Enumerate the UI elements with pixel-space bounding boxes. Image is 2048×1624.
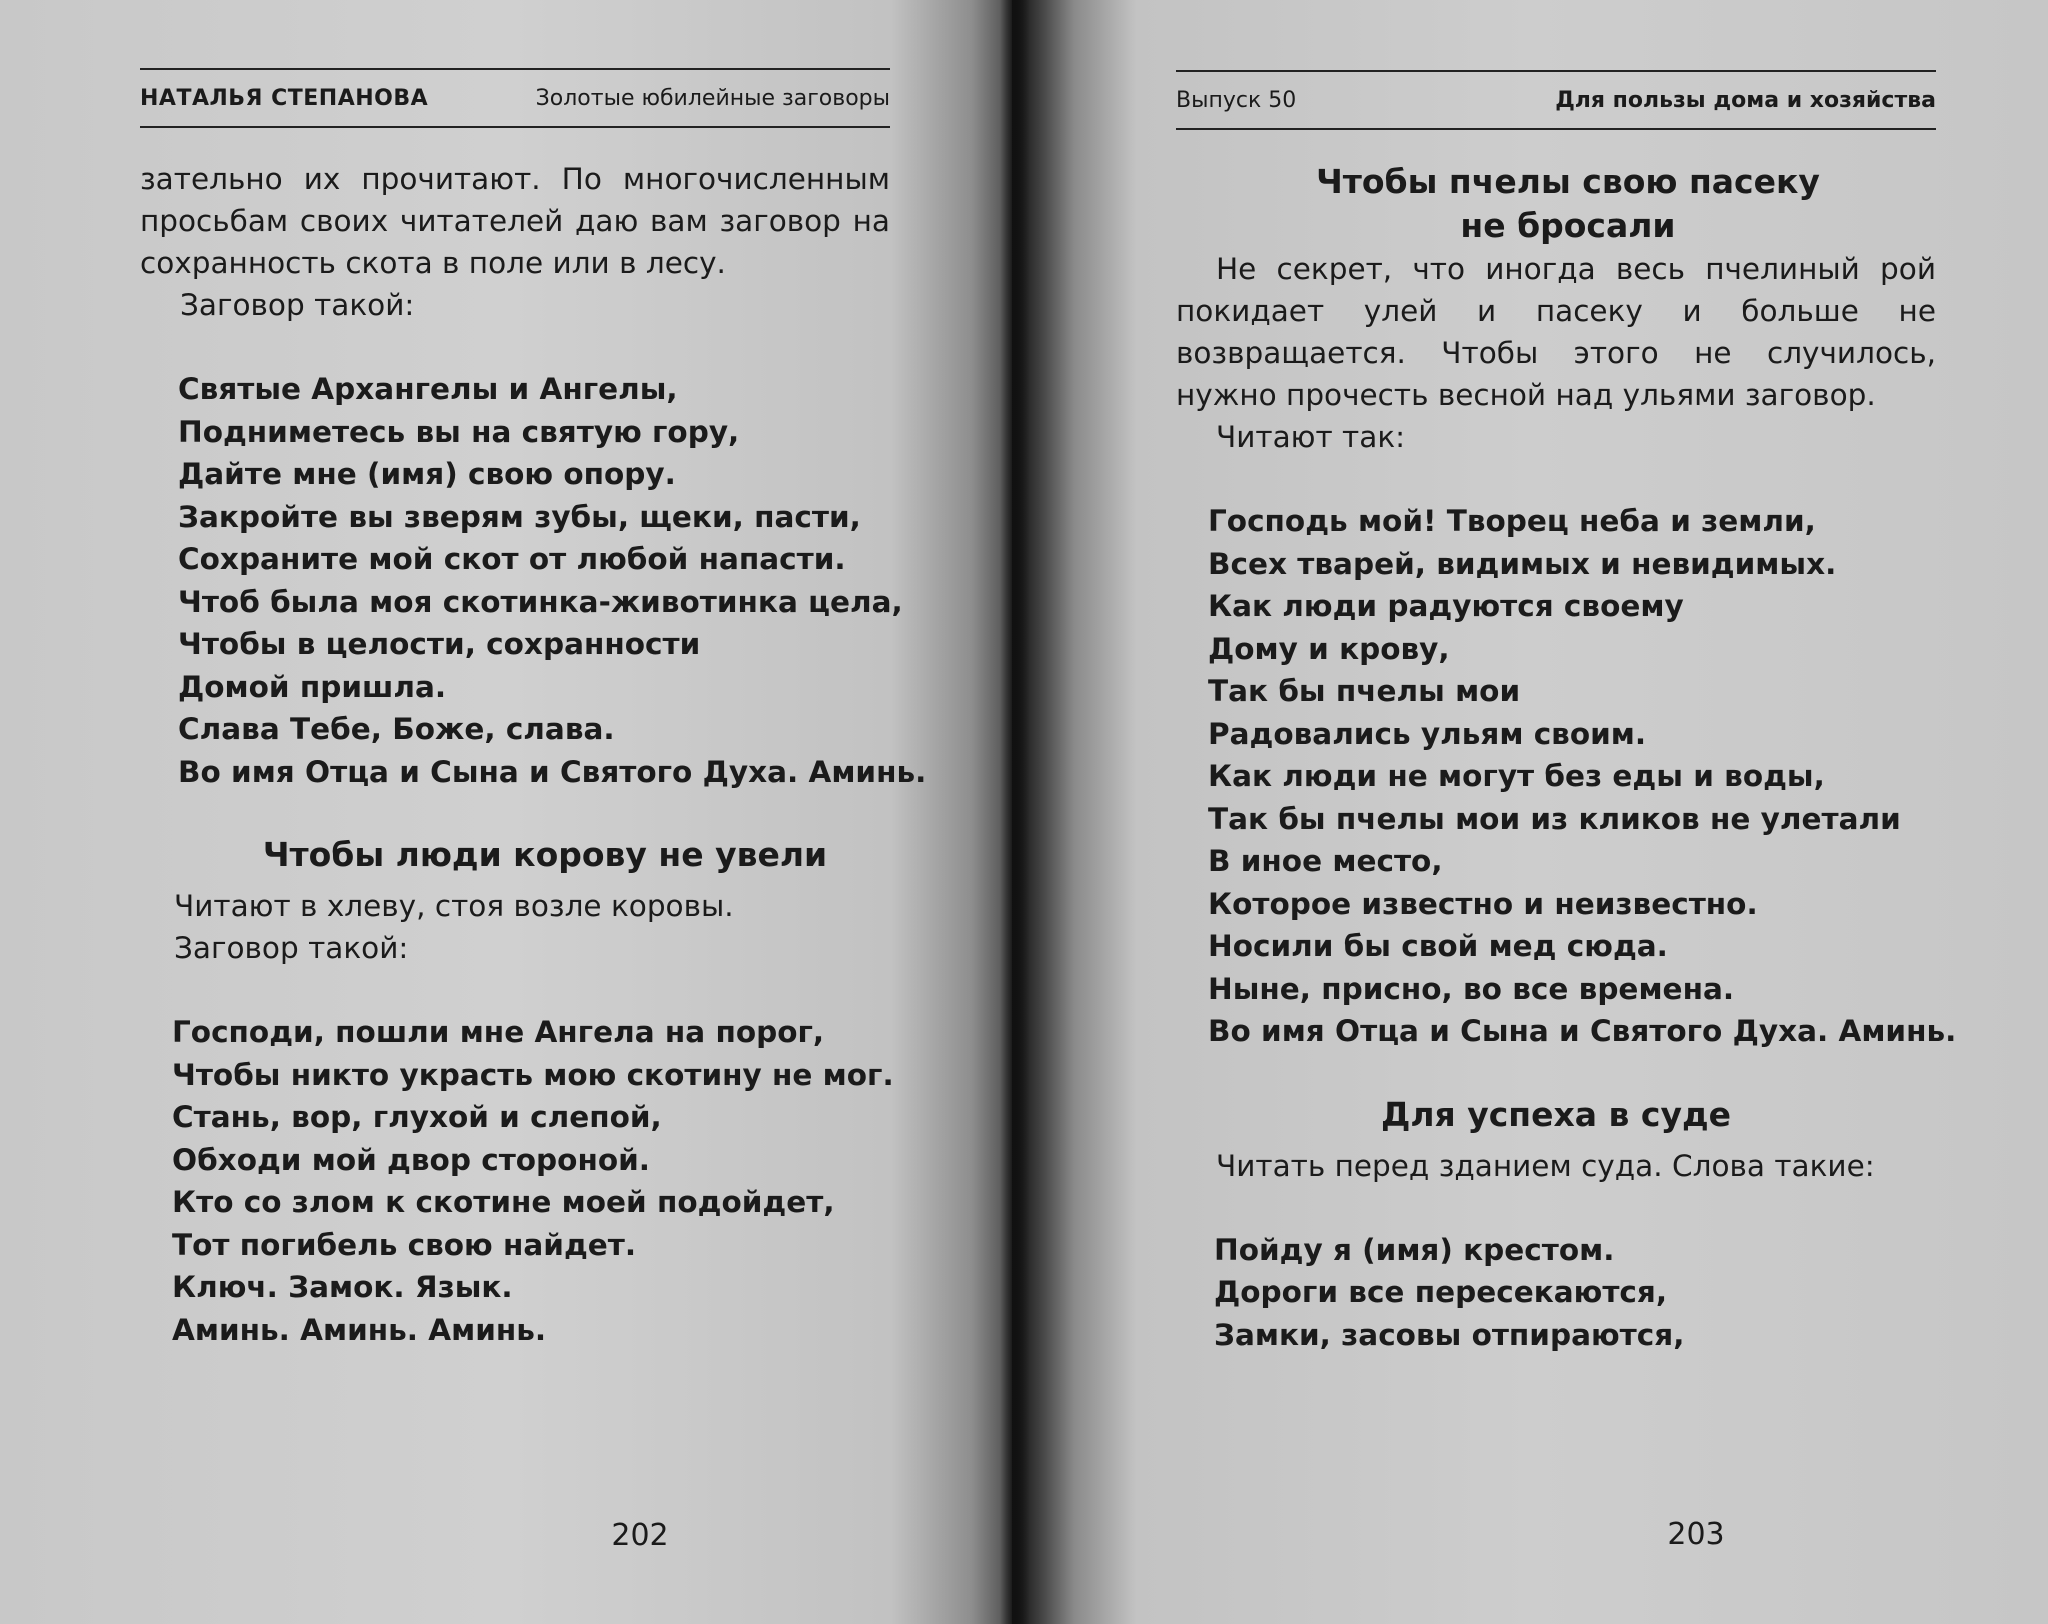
instruction-text: Читают в хлеву, стоя возле коровы. [174,889,734,923]
spell-line: Чтобы никто украсть мою скотину не мог. [172,1057,894,1092]
spell-line: Так бы пчелы мои [1208,674,1521,708]
section-heading-cow: Чтобы люди корову не увели [262,835,828,874]
spell-livestock [140,368,927,793]
intro-paragraph: зательно их прочитают. По многочисленным просьбам своих читателей даю вам заговор на сохранность скота в поле или в лесу. [140,162,890,280]
spell-line: Святые Архангелы и Ангелы, [178,372,678,406]
right-page-content [1176,70,1957,1552]
spell-line: Господь мой! Творец неба и земли, [1208,504,1816,538]
section-heading-bees [1176,160,1936,248]
spell-line: Сохраните мой скот от любой напасти. [178,542,846,576]
spell-line: Которое известно и неизвестно. [1208,886,1758,921]
spell-line: Ключ. Замок. Язык. [172,1270,513,1304]
spell-line: Носили бы свой мед сюда. [1208,929,1668,963]
spell-line: Как люди радуются своему [1208,589,1684,623]
right-page [1012,0,2048,1624]
spell-line: Так бы пчелы мои из кликов не улетали [1208,801,1901,836]
spell-line: Домой пришла. [178,669,447,704]
spell-line: Слава Тебе, Боже, слава. [178,712,615,746]
book-gutter [1000,0,1030,1624]
spell-line: Как люди не могут без еды и воды, [1208,759,1825,793]
spell-line: Чтоб была моя скотинка-животинка цела, [178,584,903,619]
intro-label: Читают так: [1216,420,1406,454]
section-heading-court: Для успеха в суде [1380,1094,1731,1134]
spell-line: Дайте мне (имя) свою опору. [178,457,676,491]
spell-court [1176,1229,1936,1357]
spell-line: Всех тварей, видимых и невидимых. [1208,546,1837,581]
section-title: Для пользы дома и хозяйства [1555,87,1936,113]
spell-line: Во имя Отца и Сына и Святого Духа. Аминь. [178,754,927,789]
spell-cow [140,1011,894,1351]
left-page-content [140,68,927,1553]
instruction-text: Читать перед зданием суда. Слова такие: [1216,1148,1875,1183]
intro-label: Заговор такой: [180,288,415,322]
spell-line: Ныне, присно, во все времена. [1208,971,1735,1006]
right-running-header [1176,70,1936,130]
spell-line: Во имя Отца и Сына и Святого Духа. Аминь. [1208,1014,1957,1048]
spell-line: Кто со злом к скотине моей подойдет, [172,1185,835,1219]
spell-line: Замки, засовы отпираются, [1214,1317,1685,1352]
issue-number: Выпуск 50 [1176,87,1297,113]
spell-bees [1176,500,1957,1053]
author-name: НАТАЛЬЯ СТЕПАНОВА [140,85,429,111]
spell-line: Тот погибель свою найдет. [172,1227,637,1262]
left-page [0,0,1012,1624]
page-number-right: 203 [1667,1517,1725,1552]
instruction-label: Заговор такой: [174,931,409,965]
spell-line: Стань, вор, глухой и слепой, [172,1100,662,1134]
spell-line: Аминь. Аминь. Аминь. [172,1312,547,1347]
spell-line: Дороги все пересекаются, [1214,1275,1668,1309]
left-running-header [140,68,890,128]
page-number-left: 202 [611,1518,669,1553]
heading-line: Чтобы пчелы свою пасеку [1316,162,1820,201]
spell-line: Подниметесь вы на святую гору, [178,414,740,449]
book-series: Золотые юбилейные заговоры [535,85,890,111]
spell-line: В иное место, [1208,844,1443,878]
spell-line: Закройте вы зверям зубы, щеки, пасти, [178,499,861,534]
spell-line: Дому и крову, [1208,631,1450,666]
heading-line: не бросали [1460,206,1676,245]
intro-paragraph: Не секрет, что иногда весь пчелиный рой покидает улей и пасеку и больше не возвращается. Чтобы этого не случилось, нужно прочесть весной над ульями заговор. [1176,252,1936,412]
spell-line: Чтобы в целости, сохранности [178,627,701,661]
spell-line: Обходи мой двор стороной. [172,1142,650,1177]
spell-line: Господи, пошли мне Ангела на порог, [172,1015,825,1049]
spell-line: Радовались ульям своим. [1208,716,1647,751]
spell-line: Пойду я (имя) крестом. [1214,1232,1615,1267]
